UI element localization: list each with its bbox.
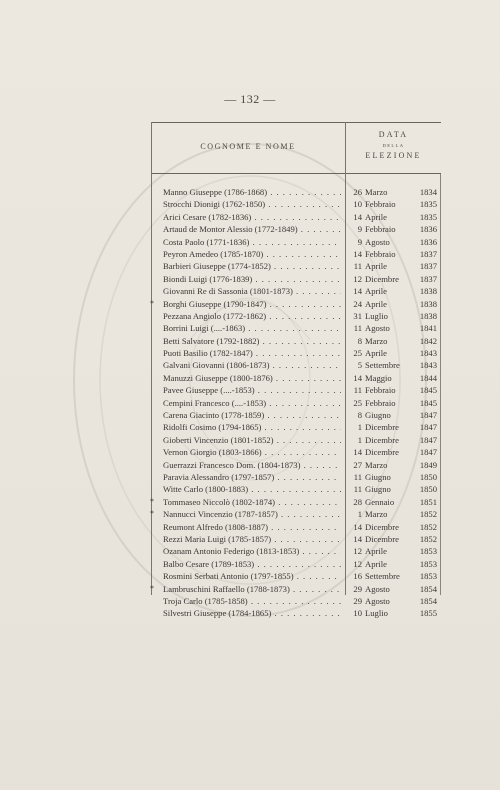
election-month: Febbraio (365, 224, 396, 235)
election-month: Aprile (365, 348, 387, 359)
election-day: 8 (357, 410, 362, 421)
election-month: Febbraio (365, 248, 396, 259)
member-name: Pavee Giuseppe (....-1853) . . . (163, 384, 341, 396)
election-year: 1838 (419, 286, 437, 297)
table-row (151, 198, 441, 210)
election-month: Marzo (365, 509, 388, 520)
election-day: 9 (357, 236, 362, 247)
election-day: 14 (353, 533, 362, 544)
election-month: Marzo (365, 335, 388, 346)
member-name: Witte Carlo (1800-1883) . . . (163, 483, 341, 495)
table-row (151, 310, 441, 322)
election-year: 1835 (419, 199, 437, 210)
member-mark: * (150, 496, 154, 506)
member-name: Biondi Luigi (1776-1839) . . . (163, 273, 341, 285)
table-row (151, 558, 441, 570)
election-year: 1849 (419, 459, 437, 470)
member-name: Troja Carlo (1785-1858) . . . (163, 595, 341, 607)
member-name: Paravia Alessandro (1797-1857) . . . (163, 471, 341, 483)
election-year: 1847 (419, 410, 437, 421)
member-mark: * (150, 583, 154, 593)
election-day: 26 (353, 187, 362, 197)
election-month: Dicembre (365, 422, 399, 433)
table-row (151, 508, 441, 520)
member-mark: * (150, 509, 154, 519)
election-month: Aprile (365, 558, 387, 569)
election-day: 29 (353, 595, 362, 606)
election-year: 1838 (419, 298, 437, 309)
column-header-date-della: DELLA (382, 143, 405, 148)
member-name: Carena Giacinto (1778-1859) . . . (163, 409, 341, 421)
member-name: Cempini Francesco (....-1853) . . . (163, 397, 341, 409)
table-row (151, 483, 441, 495)
election-day: 10 (353, 608, 362, 619)
member-name: Galvani Giovanni (1806-1873) . . . (163, 359, 341, 371)
election-day: 14 (353, 447, 362, 458)
table-row (151, 607, 441, 619)
election-day: 12 (353, 558, 362, 569)
election-month: Aprile (365, 286, 387, 297)
election-day: 12 (353, 546, 362, 557)
election-day: 16 (353, 571, 362, 582)
table-row (151, 335, 441, 347)
table-top-rule (151, 122, 441, 123)
table-row (151, 545, 441, 557)
election-month: Dicembre (365, 273, 399, 284)
election-day: 1 (357, 422, 362, 433)
page-number: — 132 — (224, 92, 276, 106)
election-month: Aprile (365, 298, 387, 309)
member-name: Vernon Giorgio (1803-1866) . . . (163, 446, 341, 458)
member-name: Gioberti Vincenzio (1801-1852) . . . (163, 434, 341, 446)
table-row (151, 397, 441, 409)
election-month: Agosto (365, 323, 390, 334)
election-month: Gennaio (365, 496, 395, 507)
column-header-date: DATA (378, 130, 409, 139)
election-day: 12 (353, 273, 362, 284)
election-month: Settembre (365, 360, 400, 371)
election-year: 1838 (419, 310, 437, 321)
election-year: 1844 (419, 372, 437, 383)
election-month: Marzo (365, 459, 388, 470)
election-year: 1843 (419, 348, 437, 359)
member-name: Arici Cesare (1782-1836) . . . (163, 211, 341, 223)
table-row (151, 186, 441, 198)
table-row (151, 359, 441, 371)
election-day: 11 (353, 261, 362, 272)
election-day: 11 (353, 471, 362, 482)
member-name: Reumont Alfredo (1808-1887) . . . (163, 521, 341, 533)
table-row (151, 285, 441, 297)
election-month: Luglio (365, 310, 388, 321)
table-row (151, 347, 441, 359)
election-year: 1847 (419, 422, 437, 433)
election-year: 1854 (419, 595, 437, 606)
table-row (151, 223, 441, 235)
member-name: Balbo Cesare (1789-1853) . . . (163, 558, 341, 570)
election-day: 28 (353, 496, 362, 507)
member-name: Rezzi Maria Luigi (1785-1857) . . . (163, 533, 341, 545)
election-day: 10 (353, 199, 362, 210)
election-day: 5 (357, 360, 362, 371)
election-year: 1850 (419, 484, 437, 495)
election-year: 1853 (419, 558, 437, 569)
election-day: 1 (357, 434, 362, 445)
election-day: 11 (353, 484, 362, 495)
member-name: Tommaseo Niccolò (1802-1874) . . . (163, 496, 341, 508)
election-day: 25 (353, 348, 362, 359)
table-row (151, 496, 441, 508)
election-day: 11 (353, 385, 362, 396)
member-name: Strocchi Dionigi (1762-1850) . . . (163, 198, 341, 210)
election-day: 14 (353, 211, 362, 222)
member-name: Costa Paolo (1771-1836) . . . (163, 236, 341, 248)
election-year: 1837 (419, 261, 437, 272)
member-name: Silvestri Giuseppe (1784-1865) . . . (163, 607, 341, 619)
election-month: Dicembre (365, 533, 399, 544)
column-header-name: COGNOME E NOME (200, 142, 296, 151)
table-row (151, 421, 441, 433)
table-row (151, 446, 441, 458)
election-month: Febbraio (365, 397, 396, 408)
election-year: 1853 (419, 546, 437, 557)
election-year: 1852 (419, 521, 437, 532)
election-day: 14 (353, 372, 362, 383)
election-year: 1836 (419, 236, 437, 247)
election-year: 1841 (419, 323, 437, 334)
election-year: 1835 (419, 211, 437, 222)
member-name: Giovanni Re di Sassonia (1801-1873) . . . (163, 285, 341, 297)
table-row (151, 273, 441, 285)
election-month: Agosto (365, 236, 390, 247)
election-day: 9 (357, 224, 362, 235)
election-day: 14 (353, 286, 362, 297)
member-name: Manuzzi Giuseppe (1800-1876) . . . (163, 372, 341, 384)
election-month: Aprile (365, 261, 387, 272)
header-rule (151, 173, 441, 174)
election-month: Agosto (365, 583, 390, 594)
election-day: 31 (353, 310, 362, 321)
election-month: Aprile (365, 546, 387, 557)
table-row (151, 248, 441, 260)
election-day: 14 (353, 521, 362, 532)
election-year: 1834 (419, 187, 437, 197)
table-row (151, 322, 441, 334)
election-month: Aprile (365, 211, 387, 222)
election-year: 1853 (419, 571, 437, 582)
election-day: 1 (357, 509, 362, 520)
table-row (151, 570, 441, 582)
member-name: Nannucci Vincenzio (1787-1857) . . . (163, 508, 341, 520)
election-year: 1852 (419, 533, 437, 544)
election-year: 1836 (419, 224, 437, 235)
election-month: Maggio (365, 372, 392, 383)
member-name: Manno Giuseppe (1786-1868) . . . (163, 186, 341, 198)
election-month: Giugno (365, 484, 391, 495)
table-row (151, 595, 441, 607)
election-month: Luglio (365, 608, 388, 619)
election-year: 1855 (419, 608, 437, 619)
table-row (151, 384, 441, 396)
election-year: 1842 (419, 335, 437, 346)
election-day: 11 (353, 323, 362, 334)
election-year: 1852 (419, 509, 437, 520)
member-name: Rosmini Serbati Antonio (1797-1855) . . . (163, 570, 341, 582)
column-header-date-elezione: ELEZIONE (365, 151, 422, 160)
table-row (151, 459, 441, 471)
election-month: Dicembre (365, 447, 399, 458)
election-day: 25 (353, 397, 362, 408)
member-name: Borghi Giuseppe (1790-1847) . . . (163, 298, 341, 310)
member-name: Guerrazzi Francesco Dom. (1804-1873) . . . (163, 459, 341, 471)
member-name: Peyron Amedeo (1785-1870) . . . (163, 248, 341, 260)
member-name: Barbieri Giuseppe (1774-1852) . . . (163, 260, 341, 272)
election-year: 1847 (419, 434, 437, 445)
election-day: 27 (353, 459, 362, 470)
table-row (151, 434, 441, 446)
election-year: 1850 (419, 471, 437, 482)
member-name: Pezzana Angiolo (1772-1862) . . . (163, 310, 341, 322)
election-month: Marzo (365, 187, 388, 197)
election-year: 1837 (419, 273, 437, 284)
table-row (151, 533, 441, 545)
table-row (151, 471, 441, 483)
election-year: 1854 (419, 583, 437, 594)
table-row (151, 236, 441, 248)
table-row (151, 211, 441, 223)
election-year: 1851 (419, 496, 437, 507)
election-month: Dicembre (365, 434, 399, 445)
member-name: Artaud de Montor Alessio (1772-1849) . . . (163, 223, 341, 235)
election-day: 24 (353, 298, 362, 309)
table-row (151, 372, 441, 384)
table-row (151, 521, 441, 533)
member-name: Borrini Luigi (....-1863) . . . (163, 322, 341, 334)
table-row (151, 409, 441, 421)
member-name: Ridolfi Cosimo (1794-1865) . . . (163, 421, 341, 433)
election-year: 1843 (419, 360, 437, 371)
table-row (151, 260, 441, 272)
election-day: 29 (353, 583, 362, 594)
table-row (151, 298, 441, 310)
table-row (151, 583, 441, 595)
election-month: Giugno (365, 471, 391, 482)
member-name: Ozanam Antonio Federigo (1813-1853) . . . (163, 545, 341, 557)
election-year: 1845 (419, 397, 437, 408)
member-mark: * (150, 298, 154, 308)
member-name: Betti Salvatore (1792-1882) . . . (163, 335, 341, 347)
election-month: Febbraio (365, 385, 396, 396)
election-day: 14 (353, 248, 362, 259)
election-year: 1845 (419, 385, 437, 396)
election-month: Settembre (365, 571, 400, 582)
election-day: 8 (357, 335, 362, 346)
election-year: 1847 (419, 447, 437, 458)
academicians-table (150, 122, 441, 619)
election-month: Dicembre (365, 521, 399, 532)
election-year: 1837 (419, 248, 437, 259)
election-month: Giugno (365, 410, 391, 421)
election-month: Febbraio (365, 199, 396, 210)
member-name: Lambruschini Raffaello (1788-1873) . . . (163, 583, 341, 595)
member-name: Puoti Basilio (1782-1847) . . . (163, 347, 341, 359)
table-body (151, 186, 441, 620)
election-month: Agosto (365, 595, 390, 606)
